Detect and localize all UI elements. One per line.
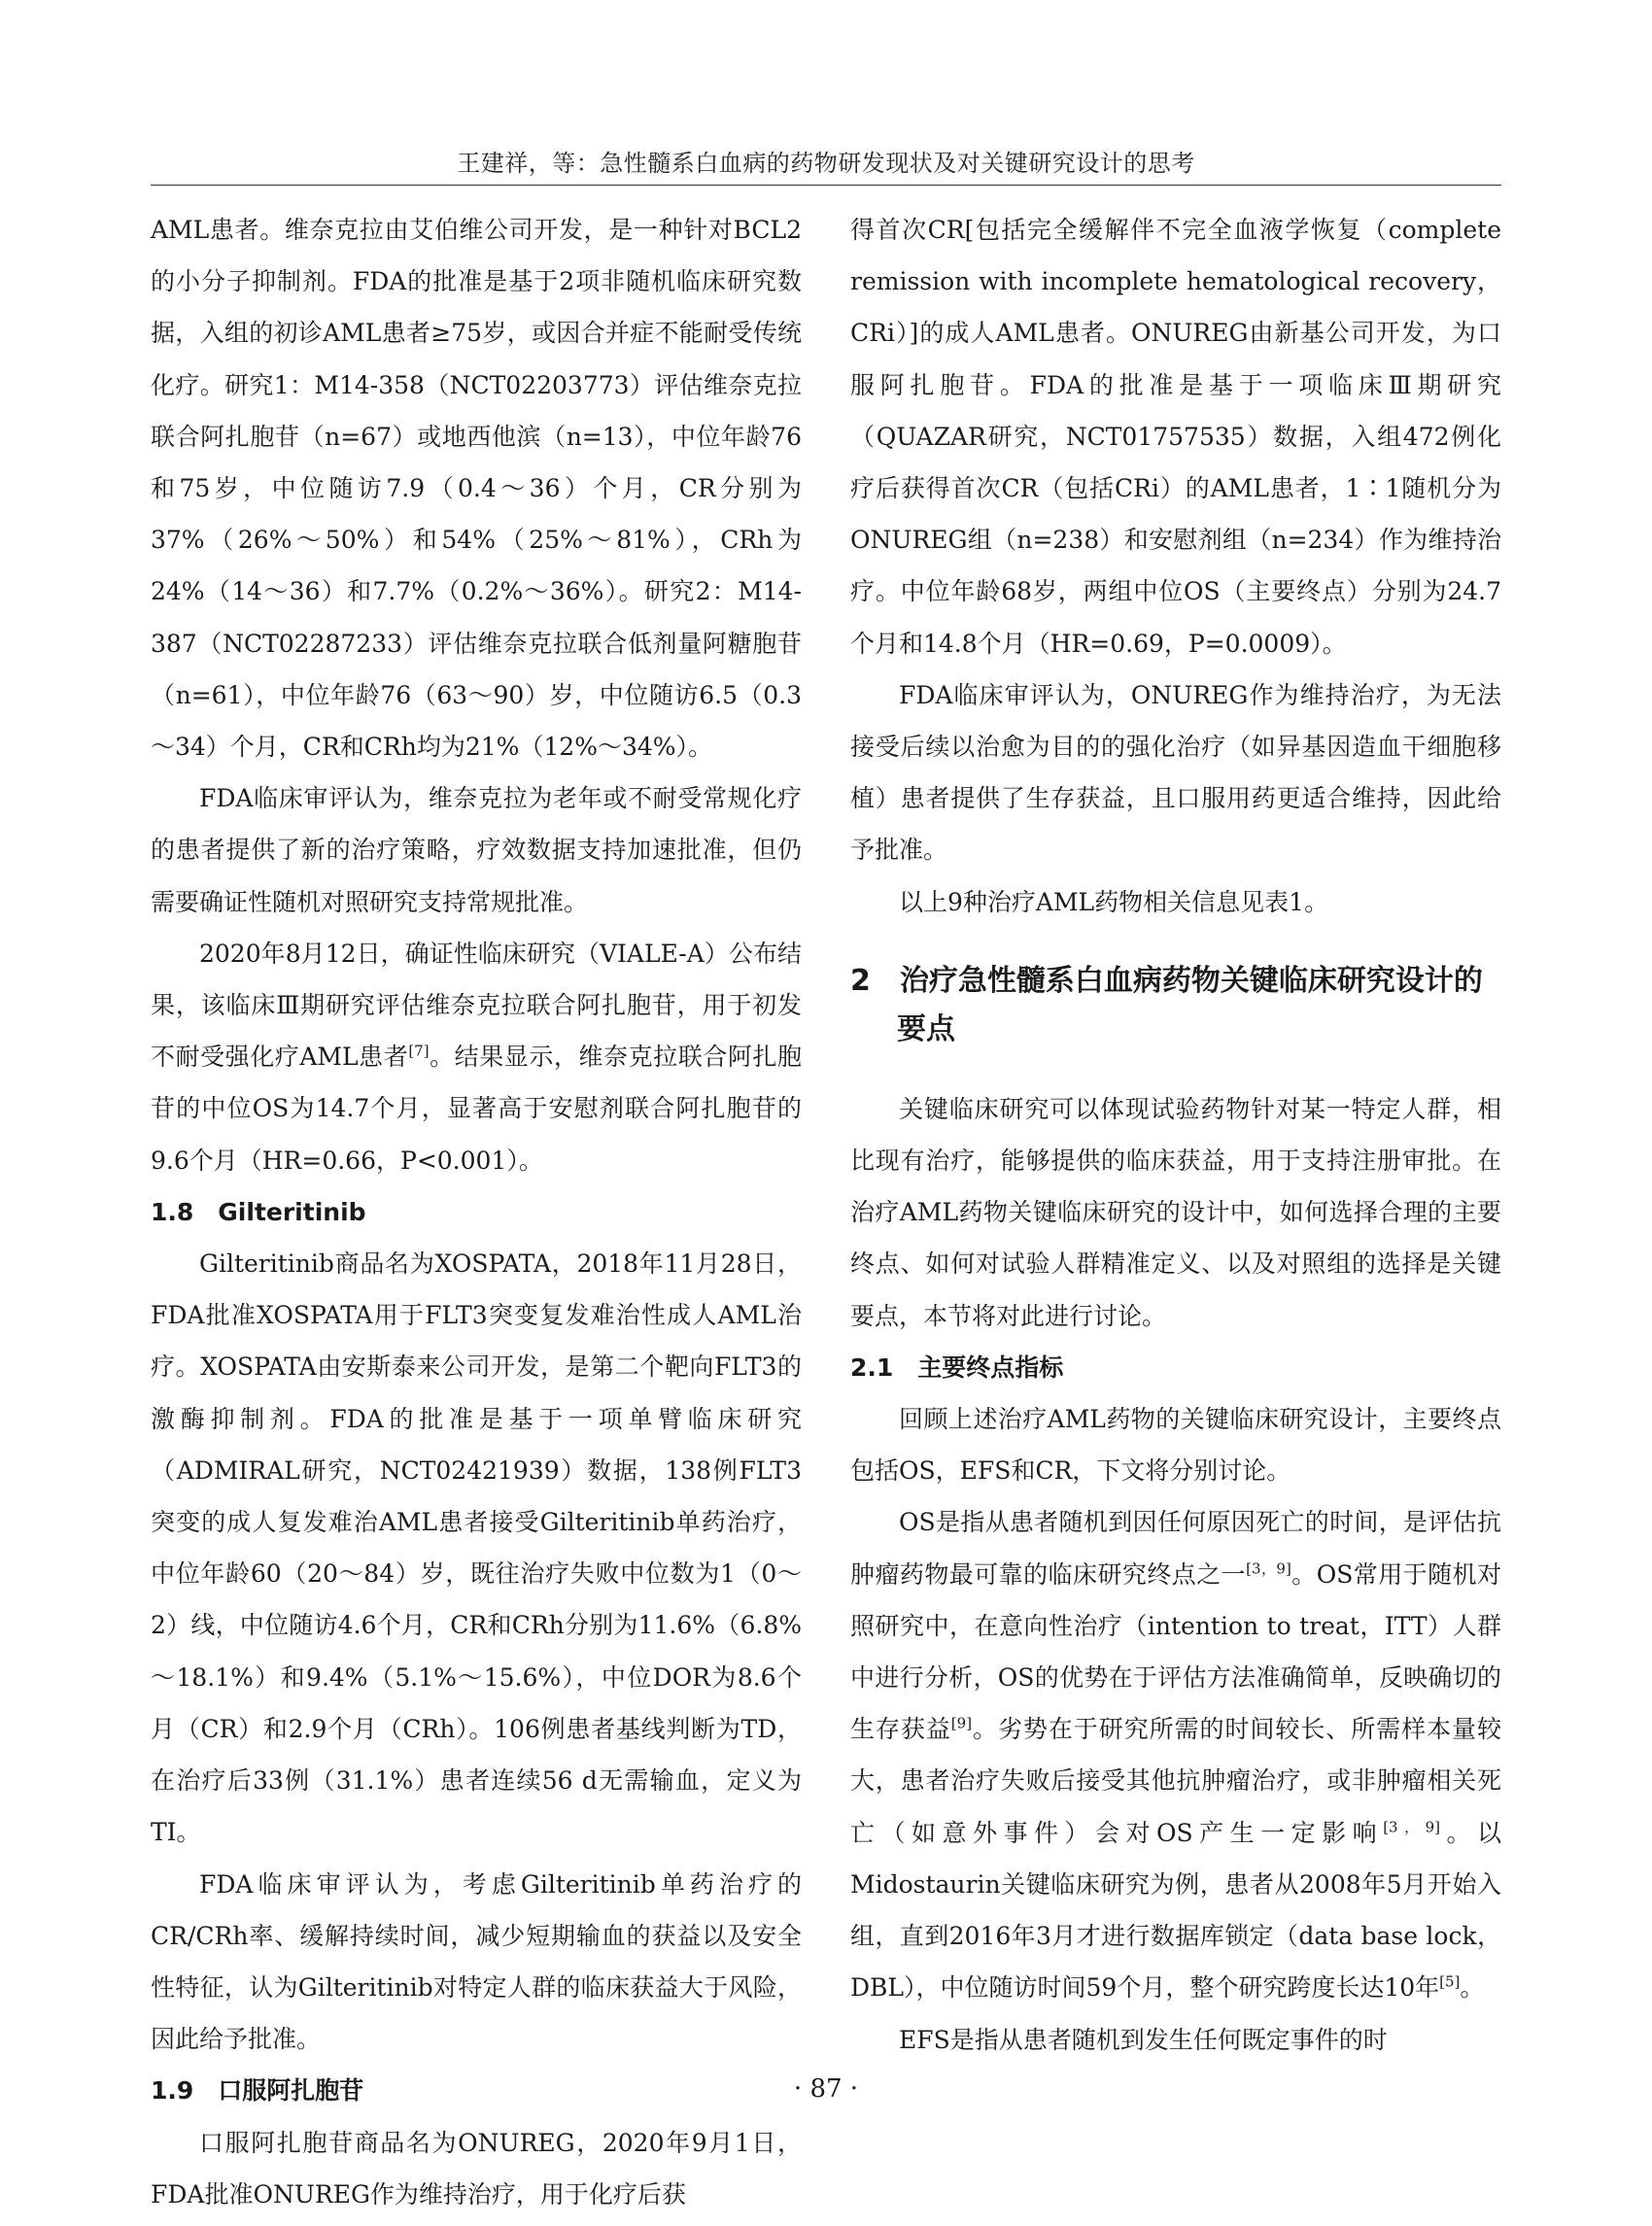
paragraph: 口服阿扎胞苷商品名为ONUREG，2020年9月1日，FDA批准ONUREG作为维持治疗，用于化疗后获 (151, 2128, 802, 2209)
citation[interactable]: [7] (408, 1042, 430, 1060)
paragraph: 关键临床研究可以体现试验药物针对某一特定人群，相比现有治疗，能够提供的临床获益，用于支持注册审批。在治疗AML药物关键临床研究的设计中，如何选择合理的主要终点、如何对试验人群精准定义、以及对照组的选择是关键要点，本节将对此进行讨论。 (850, 1094, 1501, 1330)
paragraph-text: 。以Midostaurin关键临床研究为例，患者从2008年5月开始入组，直到2016年3月才进行数据库锁定（data base lock，DBL），中位随访时间59个月，整个研究跨度长达10年 (850, 1818, 1502, 2003)
section-heading-1-9: 1.9 口服阿扎胞苷 (151, 2076, 364, 2106)
paragraph-text: 。 (1460, 1973, 1485, 2003)
paragraph: Gilteritinib商品名为XOSPATA，2018年11月28日，FDA批准XOSPATA用于FLT3突变复发难治性成人AML治疗。XOSPATA由安斯泰来公司开发，是第二个靶向FLT3的激酶抑制剂。FDA的批准是基于一项单臂临床研究（ADMIRAL研究，NCT02421939）数据，138例FLT3突变的成人复发难治AML患者接受Gilteritinib单药治疗，中位年龄60（20～84）岁，既往治疗失败中位数为1（0～2）线，中位随访4.6个月，CR和CRh分别为11.6%（6.8%～18.1%）和9.4%（5.1%～15.6%），中位DOR为8.6个月（CR）和2.9个月（CRh）。106例患者基线判断为TD，在治疗后33例（31.1%）患者连续56 d无需输血，定义为TI。 (151, 1250, 802, 1847)
citation[interactable]: [5] (1439, 1972, 1461, 1991)
paragraph-text: 2020年8月12日，确证性临床研究（VIALE-A）公布结果，该临床Ⅲ期研究评估维奈克拉联合阿扎胞苷，用于初发不耐受强化疗AML患者 (151, 939, 802, 1072)
paragraph (850, 1496, 1501, 2013)
citation[interactable]: [3，9] (1246, 1559, 1291, 1578)
paragraph-text: 。劣势在于研究所需的时间较长、所需样本量较大，患者治疗失败后接受其他抗肿瘤治疗，或非肿瘤相关死亡（如意外事件）会对OS产生一定影响 (850, 1715, 1501, 1847)
citation[interactable]: [9] (950, 1714, 973, 1732)
header-rule (151, 185, 1501, 186)
paragraph: 以上9种治疗AML药物相关信息见表1。 (899, 887, 1329, 916)
page-number: · 87 · (793, 2074, 859, 2104)
section-heading-1-8: 1.8 Gilteritinib (151, 1197, 366, 1226)
right-column (850, 204, 1501, 2066)
paragraph-text: 。OS常用于随机对照研究中，在意向性治疗（intention to treat，ITT）人群中进行分析，OS的优势在于评估方法准确简单，反映确切的生存获益 (850, 1559, 1501, 1744)
paragraph: AML患者。维奈克拉由艾伯维公司开发，是一种针对BCL2的小分子抑制剂。FDA的批准是基于2项非随机临床研究数据，入组的初诊AML患者≥75岁，或因合并症不能耐受传统化疗。研究1：M14-358（NCT02203773）评估维奈克拉联合阿扎胞苷（n=67）或地西他滨（n=13），中位年龄76和75岁，中位随访7.9（0.4～36）个月，CR分别为37%（26%～50%）和54%（25%～81%），CRh为24%（14～36）和7.7%（0.2%～36%）。研究2：M14-387（NCT02287233）评估维奈克拉联合低剂量阿糖胞苷（n=61），中位年龄76（63～90）岁，中位随访6.5（0.3～34）个月，CR和CRh均为21%（12%～34%）。 (151, 216, 802, 762)
paragraph (151, 928, 802, 1186)
paragraph: FDA临床审评认为，ONUREG作为维持治疗，为无法接受后续以治愈为目的的强化治疗（如异基因造血干细胞移植）患者提供了生存获益，且口服用药更适合维持，因此给予批准。 (850, 680, 1501, 865)
running-header: 王建祥，等：急性髓系白血病的药物研发现状及对关键研究设计的思考 (457, 150, 1195, 177)
paragraph-text: 。结果显示，维奈克拉联合阿扎胞苷的中位OS为14.7个月，显著高于安慰剂联合阿扎胞苷的9.6个月（HR=0.66，P<0.001）。 (151, 1043, 802, 1175)
paragraph: FDA临床审评认为，考虑Gilteritinib单药治疗的CR/CRh率、缓解持续时间，减少短期输血的获益以及安全性特征，认为Gilteritinib对特定人群的临床获益大于风险，因此给予批准。 (151, 1869, 802, 2054)
paragraph-text: OS是指从患者随机到因任何原因死亡的时间，是评估抗肿瘤药物最可靠的临床研究终点之一 (850, 1508, 1501, 1589)
citation[interactable]: [3，9] (1383, 1818, 1440, 1836)
paragraph: FDA临床审评认为，维奈克拉为老年或不耐受常规化疗的患者提供了新的治疗策略，疗效数据支持加速批准，但仍需要确证性随机对照研究支持常规批准。 (151, 784, 802, 916)
left-column (151, 204, 802, 2220)
section-heading-2-1: 2.1 主要终点指标 (850, 1353, 1064, 1382)
section-heading-2: 2 治疗急性髓系白血病药物关键临床研究设计的要点 (850, 963, 1483, 1046)
paragraph: 得首次CR[包括完全缓解伴不完全血液学恢复（complete remission with incomplete hematological recovery，CRi）]的成人AML患者。ONUREG由新基公司开发，为口服阿扎胞苷。FDA的批准是基于一项临床Ⅲ期研究（QUAZAR研究，NCT01757535）数据，入组472例化疗后获得首次CR（包括CRi）的AML患者，1∶1随机分为ONUREG组（n=238）和安慰剂组（n=234）作为维持治疗。中位年龄68岁，两组中位OS（主要终点）分别为24.7个月和14.8个月（HR=0.69，P=0.0009）。 (850, 216, 1501, 658)
paragraph: 回顾上述治疗AML药物的关键临床研究设计，主要终点包括OS，EFS和CR，下文将分别讨论。 (850, 1405, 1501, 1486)
paragraph: EFS是指从患者随机到发生任何既定事件的时 (899, 2025, 1388, 2054)
